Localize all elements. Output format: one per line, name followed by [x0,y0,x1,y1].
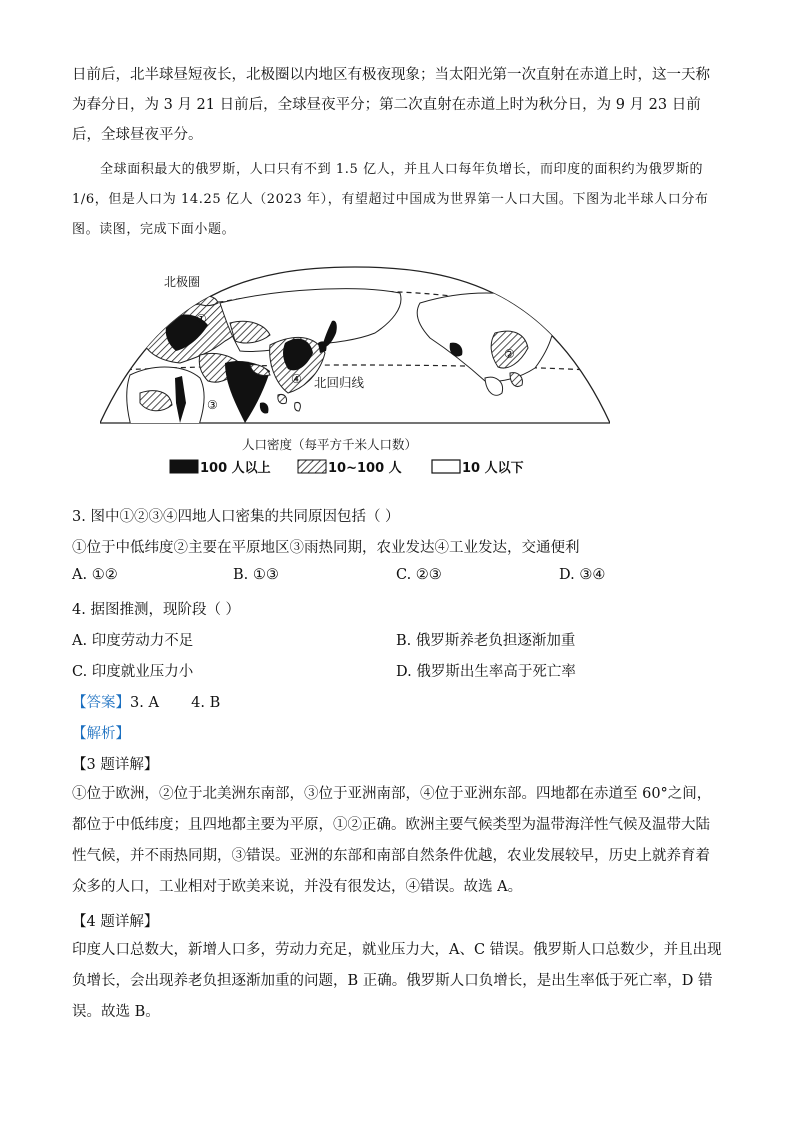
legend-title: 人口密度（每平方千米人口数） [242,437,418,452]
q4-option-c: C. 印度就业压力小 [72,664,194,680]
answer-line [72,691,220,712]
marker-1: ① [196,312,207,326]
detail-3-title: 【3 题详解】 [72,757,159,773]
population-map [100,263,610,485]
detail-4-title: 【4 题详解】 [72,914,159,930]
q4-option-b: B. 俄罗斯养老负担逐渐加重 [396,633,576,649]
q4-option-a: A. 印度劳动力不足 [72,633,194,649]
arctic-circle-label: 北极圈 [164,275,201,289]
legend-swatch-dense [170,460,198,473]
q3-option-a: A. ①② [72,567,118,583]
question-3-stem: 3. 图中①②③④四地人口密集的共同原因包括（ ） [72,509,400,525]
population-map-figure [100,263,610,485]
intro-paragraph: 日前后，北半球昼短夜长，北极圈以内地区有极夜现象；当太阳光第一次直射在赤道上时，这一天称为春分日，为 3 月 21 日前后，全球昼夜平分；第二次直射在赤道上时为秋分日，为 9 月 23 日前后，全球昼夜平分。 [72,67,710,143]
answer-label: 【答案】 [72,695,130,711]
answer-text: 3. A 4. B [130,695,221,711]
marker-3: ③ [207,398,218,412]
legend-label-sparse: 10 人以下 [462,461,524,476]
tropic-label: 北回归线 [314,375,365,390]
detail-3-text: ①位于欧洲，②位于北美洲东南部，③位于亚洲南部，④位于亚洲东部。四地都在赤道至 60°之间，都位于中低纬度；且四地都主要为平原，①②正确。欧洲主要气候类型为温带海洋性气候及温带大陆性气候，并不雨热同期，③错误。亚洲的东部和南部自然条件优越，农业发展较早，历史上就养育着众多的人口，工业相对于欧美来说，并没有很发达，④错误。故选 A。 [72,786,712,895]
q3-option-d: D. ③④ [559,567,606,583]
question-3-statements: ①位于中低纬度②主要在平原地区③雨热同期，农业发达④工业发达，交通便利 [72,540,580,556]
legend-label-dense: 100 人以上 [200,461,271,476]
detail-4-text: 印度人口总数大，新增人口多，劳动力充足，就业压力大，A、C 错误。俄罗斯人口总数少，并且出现负增长，会出现养老负担逐渐加重的问题，B 正确。俄罗斯人口负增长，是出生率低于死亡率，D 错误。故选 B。 [72,942,722,1020]
marker-4: ④ [291,372,302,386]
africa-landmass [127,367,204,453]
legend-swatch-medium [298,460,326,473]
analysis-label: 【解析】 [72,726,130,742]
passage-paragraph: 全球面积最大的俄罗斯，人口只有不到 1.5 亿人，并且人口每年负增长，而印度的面积约为俄罗斯的 1/6，但是人口为 14.25 亿人（2023 年），有望超过中国成为世界第一人口大国。下图为北半球人口分布图。读图，完成下面小题。 [72,162,709,237]
question-4-stem: 4. 据图推测，现阶段（ ） [72,602,241,618]
q3-option-b: B. ①③ [233,567,279,583]
legend-label-medium: 10~100 人 [328,461,402,476]
q3-option-c: C. ②③ [396,567,442,583]
legend-swatch-sparse [432,460,460,473]
q4-option-d: D. 俄罗斯出生率高于死亡率 [396,664,576,680]
marker-2: ② [504,347,515,361]
